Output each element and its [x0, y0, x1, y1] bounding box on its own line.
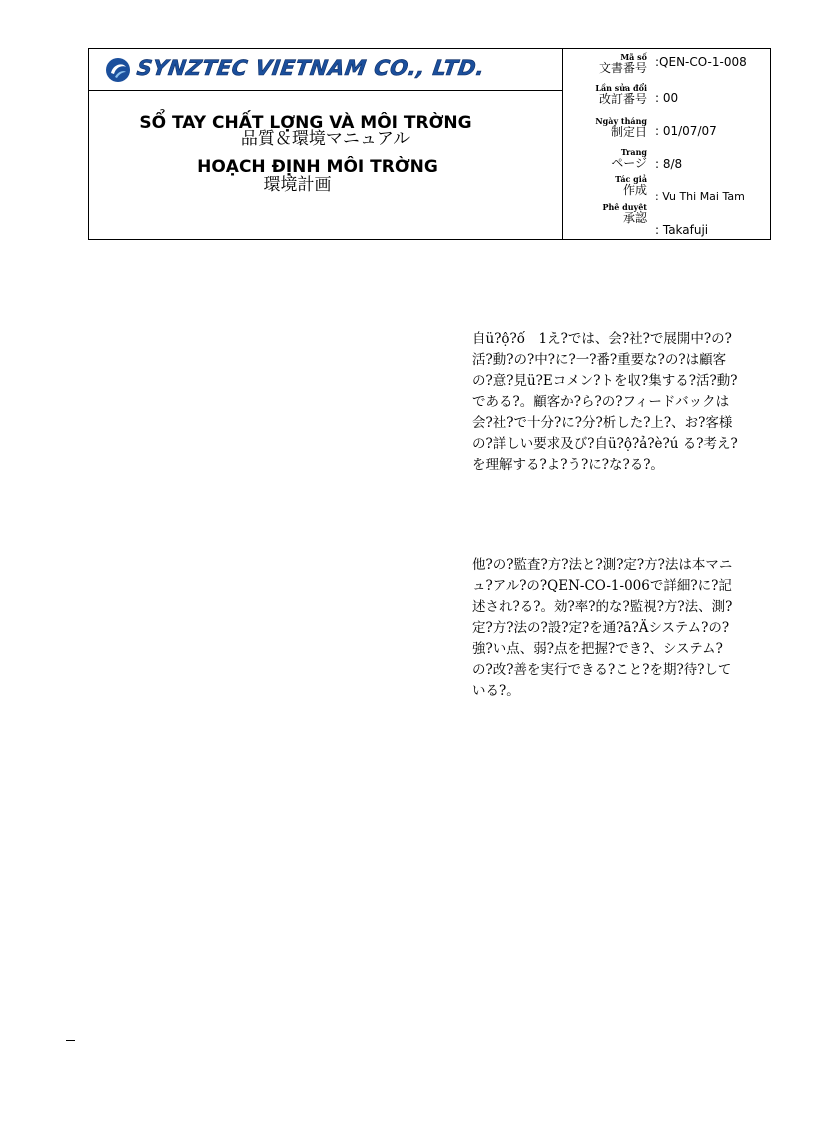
meta-value-document-number: :QEN-CO-1-008 [655, 55, 747, 69]
body-paragraph-1: 自ü?ộ?ố 1え?では、会?社?で展開中?の?活?動?の?中?に?一?番?重要な?の?は顧客の?意?見ü?Eコメン?トを収?集する?活?動?である?。顧客か?ら?の?フィードバックは会?社?で十分?に?分?析した?上?、お?客様の?詳しい要求及び?自ü?ộ?ả?è?ú る?考え?を理解する?よ?う?に?な?る?。 [472, 331, 738, 473]
meta-label-vn: Ngày tháng [595, 116, 647, 126]
company-logo-row [89, 49, 562, 91]
header-left-panel [89, 49, 563, 239]
meta-label [563, 117, 647, 139]
meta-value-page: : 8/8 [655, 157, 683, 171]
meta-label-jp: ページ [611, 156, 647, 170]
company-name: SYNZTEC VIETNAM CO., LTD. [135, 56, 487, 80]
meta-label-vn: Mã số [620, 52, 647, 62]
document-title-area [89, 91, 562, 239]
title-line2-japanese: 環境計画 [263, 175, 332, 195]
meta-label [563, 175, 647, 197]
title-line1-japanese: 品質＆環境マニュアル [240, 129, 411, 149]
meta-label-vn: Lần sửa đổi [595, 83, 647, 93]
meta-label [563, 148, 647, 170]
meta-label-vn: Tác giả [615, 174, 647, 184]
title-line1-vietnamese: SỔ TAY CHẤT LỢNG VÀ MÔI TRỜNG [139, 113, 472, 133]
meta-value-author: : Vu Thi Mai Tam [655, 190, 745, 203]
body-paragraph-2: 他?の?監査?方?法と?測?定?方?法は本マニュ?アル?の?QEN-CO-1-006で詳細?に?記述され?る?。効?率?的な?監視?方?法、測?定?方?法の?設?定?を通?ā?Äシステム?の?強?い点、弱?点を把握?でき?、システム?の?改?善を実行できる?こと?を期?待?している?。 [472, 557, 733, 699]
document-header [88, 48, 771, 240]
meta-label-jp: 改訂番号 [598, 92, 647, 106]
meta-label [563, 84, 647, 106]
footer-mark [66, 1040, 75, 1041]
title-line2-vietnamese: HOẠCH ĐỊNH MÔI TRỜNG [197, 157, 438, 177]
meta-value-approver: : Takafuji [655, 223, 709, 237]
document-metadata [563, 49, 770, 239]
meta-label-jp: 承認 [622, 211, 647, 225]
synztec-swirl-logo-icon [105, 57, 131, 83]
meta-label-vn: Trang [620, 147, 647, 157]
meta-label-jp: 制定日 [610, 125, 647, 139]
meta-label-jp: 作成 [622, 183, 647, 197]
meta-value-date: : 01/07/07 [655, 124, 717, 138]
meta-value-revision: : 00 [655, 91, 679, 105]
meta-label-vn: Phê duyệt [602, 202, 647, 212]
meta-label-jp: 文書番号 [598, 61, 647, 75]
meta-label [563, 53, 647, 75]
meta-label [563, 203, 647, 225]
